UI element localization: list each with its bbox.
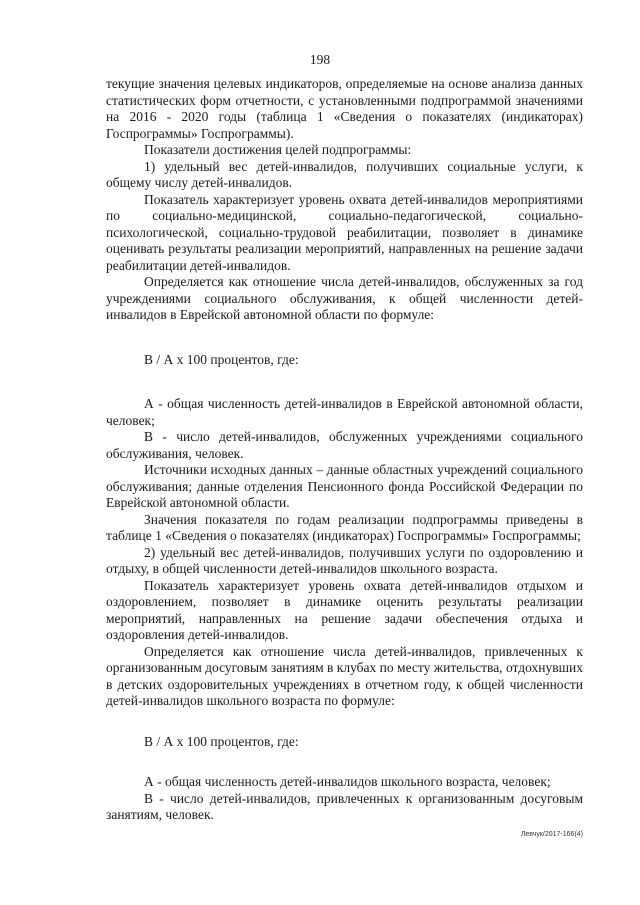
paragraph: текущие значения целевых индикаторов, определяемые на основе анализа данных статистических форм отчетности, с установленными подпрограммой значениями на 2016 - 2020 годы (таблица 1 «Сведения о показателях (индикаторах) Госпрограммы» Госпрограммы). [106, 76, 583, 141]
paragraph: Показатель характеризует уровень охвата детей-инвалидов отдыхом и оздоровлением, позволяет в динамике оценить результаты реализации мероприятий, направленных на решение задачи обеспечения отдыха и оздоровления детей-инвалидов. [106, 577, 583, 642]
paragraph: Определяется как отношение числа детей-инвалидов, привлеченных к организованным досуговым занятиям в клубах по месту жительства, отдохнувших в детских оздоровительных учреждениях в отчетном году, к общей численности детей-инвалидов школьного возраста по формуле: [106, 643, 583, 708]
paragraph: В - число детей-инвалидов, привлеченных к организованным досуговым занятиям, человек. [106, 790, 583, 822]
document-body [106, 76, 583, 824]
footer-code: Левчук/2017-166(4) [520, 831, 583, 838]
paragraph: В - число детей-инвалидов, обслуженных учреждениями социального обслуживания, человек. [106, 429, 583, 461]
paragraph: 1) удельный вес детей-инвалидов, получивших социальные услуги, к общему числу детей-инвалидов. [106, 158, 583, 190]
paragraph: Источники исходных данных – данные областных учреждений социального обслуживания; данные отделения Пенсионного фонда Российской Федерации по Еврейской автономной области. [106, 462, 583, 510]
formula: В / А х 100 процентов, где: [144, 351, 299, 367]
paragraph: 2) удельный вес детей-инвалидов, получивших услуги по оздоровлению и отдыху, в общей численности детей-инвалидов школьного возраста. [106, 544, 583, 576]
paragraph: Показатель характеризует уровень охвата детей-инвалидов мероприятиями по социально-медицинской, социально-педагогической, социально-психологической, социально-трудовой реабилитации, позволяет в динамике оценивать результаты реализации мероприятий, направленных на решение задачи реабилитации детей-инвалидов. [106, 191, 583, 273]
formula: В / А х 100 процентов, где: [144, 733, 299, 749]
paragraph: Значения показателя по годам реализации подпрограммы приведены в таблице 1 «Сведения о показателях (индикаторах) Госпрограммы» Госпрограммы; [106, 511, 583, 543]
paragraph: Определяется как отношение числа детей-инвалидов, обслуженных за год учреждениями социального обслуживания, к общей численности детей-инвалидов в Еврейской автономной области по формуле: [106, 274, 583, 322]
paragraph: А - общая численность детей-инвалидов в Еврейской автономной области, человек; [106, 396, 583, 428]
page-number: 198 [309, 52, 331, 67]
paragraph: А - общая численность детей-инвалидов школьного возраста, человек; [144, 774, 551, 789]
paragraph: Показатели достижения целей подпрограммы: [144, 142, 412, 157]
